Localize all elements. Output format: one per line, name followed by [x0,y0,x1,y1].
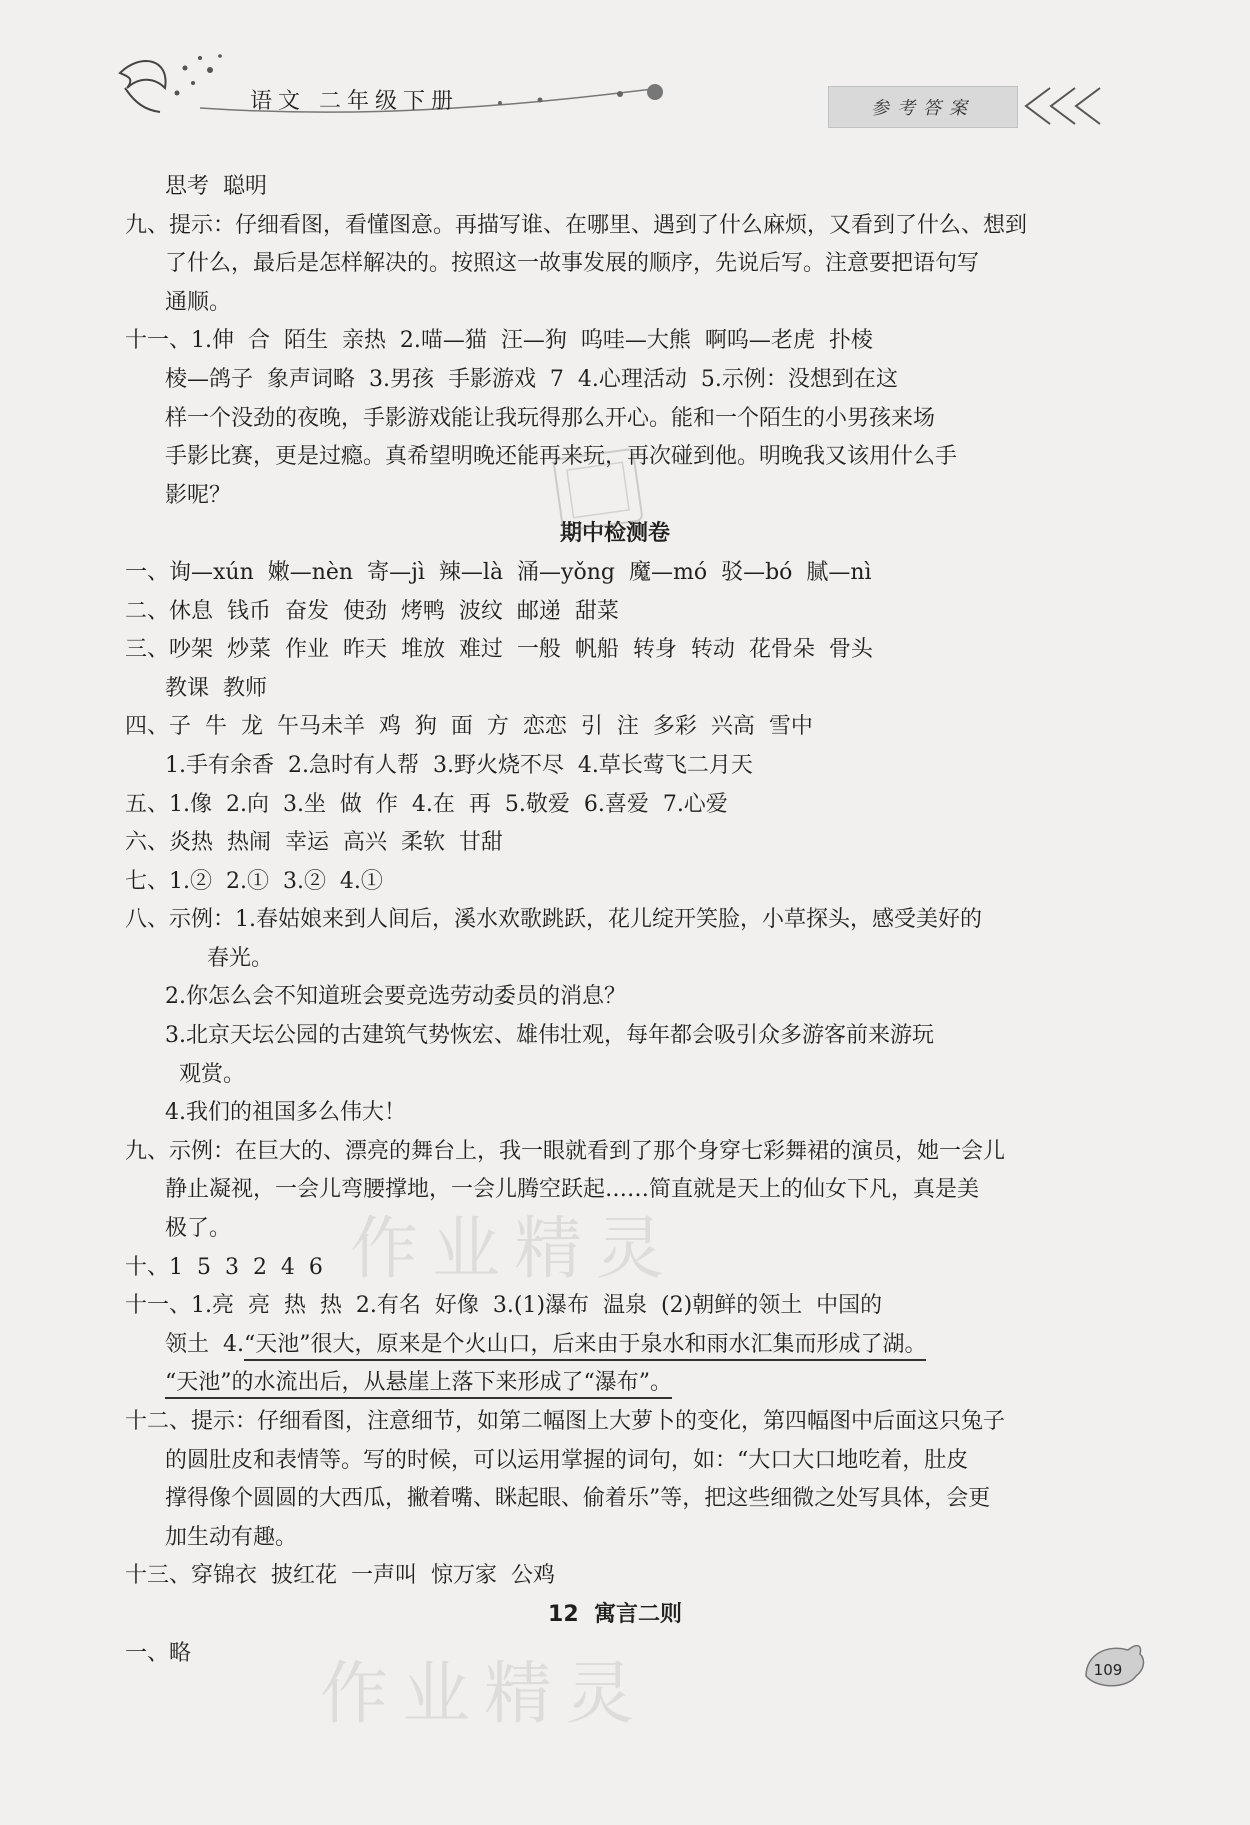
line-text: 九、提示：仔细看图，看懂图意。再描写谁、在哪里、遇到了什么麻烦，又看到了什么、想到 [125,212,1028,238]
answer-line [125,1017,1105,1056]
watermark-text-bottom: 作业精灵 [320,1655,649,1734]
line-text: 十二、提示：仔细看图，注意细节，如第二幅图上大萝卜的变化，第四幅图中后面这只兔子 [125,1409,1006,1434]
line-text: 十三、穿锦衣 披红花 一声叫 惊万家 公鸡 [125,1563,555,1589]
line-text: 十一、1.亮 亮 热 热 2.有名 好像 3.(1)瀑布 温泉 (2)朝鲜的领土 中国的 [125,1293,883,1319]
answer-line [125,1364,1105,1403]
answer-line [125,747,1105,786]
line-text: 九、示例：在巨大的、漂亮的舞台上，我一眼就看到了那个身穿七彩舞裙的演员，她一会儿 [125,1138,1006,1164]
answer-line [125,901,1105,940]
line-text: 4.我们的祖国多么伟大！ [165,1100,406,1126]
section-title [125,1596,1105,1635]
answer-line [125,1519,1105,1558]
answer-line [125,631,1105,670]
line-text: 了什么，最后是怎样解决的。按照这一故事发展的顺序，先说后写。注意要把语句写 [165,251,980,277]
answer-line [125,1094,1105,1133]
line-text: 1.手有余香 2.急时有人帮 3.野火烧不尽 4.草长莺飞二月天 [165,752,753,778]
line-text: 二、休息 钱币 奋发 使劲 烤鸭 波纹 邮递 甜菜 [125,598,619,624]
line-text: 12 寓言二则 [548,1601,682,1627]
line-text: 六、炎热 热闹 幸运 高兴 柔软 甘甜 [125,830,503,856]
line-text: 八、示例：1.春姑娘来到人间后，溪水欢歌跳跃，花儿绽开笑脸，小草探头，感受美好的 [125,907,982,933]
answer-line [125,1403,1105,1442]
answer-line [125,1480,1105,1519]
underlined-answer: “天池”很大，原来是个火山口，后来由于泉水和雨水汇集而形成了湖。 [244,1332,927,1361]
answer-line [125,708,1105,747]
line-text: 领土 4. [165,1331,244,1357]
answer-line [125,1326,1105,1365]
line-text: 静止凝视，一会儿弯腰撑地，一会儿腾空跃起……简直就是天上的仙女下凡，真是美 [165,1177,980,1203]
answer-line [125,400,1105,439]
line-text: 2.你怎么会不知道班会要竞选劳动委员的消息？ [165,984,626,1010]
line-text: 观赏。 [165,1061,245,1087]
chevrons-left-icon [1020,84,1110,128]
answer-line [125,284,1105,323]
answer-line [125,978,1105,1017]
answer-line [125,554,1105,593]
line-text: 样一个没劲的夜晚，手影游戏能让我玩得那么开心。能和一个陌生的小男孩来场 [165,405,936,431]
answer-line [125,245,1105,284]
answer-line [125,863,1105,902]
answer-line [125,322,1105,361]
page-header [0,0,1250,140]
answer-line [125,593,1105,632]
line-text: 十一、1.伸 合 陌生 亲热 2.喵—猫 汪—狗 呜哇—大熊 啊呜—老虎 扑棱 [125,328,873,354]
subject-label: 语文 二年级下册 [250,89,459,114]
answer-line [125,670,1105,709]
line-text: 五、1.像 2.向 3.坐 做 作 4.在 再 5.敬爱 6.喜爱 7.心爱 [125,791,728,817]
page-number: 109 [1093,1661,1123,1679]
line-text: 3.北京天坛公园的古建筑气势恢宏、雄伟壮观，每年都会吸引众多游客前来游玩 [165,1023,934,1049]
line-text: 通顺。 [165,289,232,315]
answer-line [125,168,1105,207]
answer-line [125,1133,1105,1172]
line-text: 棱—鸽子 象声词略 3.男孩 手影游戏 7 4.心理活动 5.示例：没想到在这 [165,366,898,392]
line-text: 的圆肚皮和表情等。写的时候，可以运用掌握的词句，如：“大口大口地吃着，肚皮 [165,1447,969,1473]
answer-line [125,824,1105,863]
line-text: 思考 聪明 [165,174,267,199]
watermark-text: 作业精灵 [350,1210,679,1289]
line-text: 十、1 5 3 2 4 6 [125,1254,323,1280]
line-text: 加生动有趣。 [165,1524,298,1550]
line-text: 三、吵架 炒菜 作业 昨天 堆放 难过 一般 帆船 转身 转动 花骨朵 骨头 [125,637,873,663]
line-text: 一、略 [125,1640,192,1666]
answer-content [125,168,1105,1673]
answer-key-tab: 参考答案 [828,86,1018,128]
answer-line [125,1557,1105,1596]
answer-line [125,940,1105,979]
line-text: 一、询—xún 嫩—nèn 寄—jì 辣—là 涌—yǒng 魔—mó 驳—bó 腻—nì [125,559,872,585]
line-text: 春光。 [165,945,273,971]
line-text: 撑得像个圆圆的大西瓜，撇着嘴、眯起眼、偷着乐”等，把这些细微之处写具体，会更 [165,1486,991,1512]
line-text: 影呢？ [165,482,232,508]
line-text: 四、子 牛 龙 午马未羊 鸡 狗 面 方 恋恋 引 注 多彩 兴高 雪中 [125,714,813,740]
answer-line [125,786,1105,825]
line-text: 七、1.② 2.① 3.② 4.① [125,868,383,894]
line-text: 教课 教师 [165,675,267,701]
answer-line [125,1287,1105,1326]
stamp-seal-icon [538,448,658,532]
answer-line [125,361,1105,400]
line-text: 手影比赛，更是过瘾。真希望明晚还能再来玩，再次碰到他。明晚我又该用什么手 [165,444,958,470]
answer-line [125,1056,1105,1095]
line-text: 期中检测卷 [559,521,670,547]
answer-line [125,207,1105,246]
answer-line [125,1442,1105,1481]
underlined-answer: “天池”的水流出后，从悬崖上落下来形成了“瀑布”。 [165,1370,672,1399]
line-text: 极了。 [165,1216,232,1242]
